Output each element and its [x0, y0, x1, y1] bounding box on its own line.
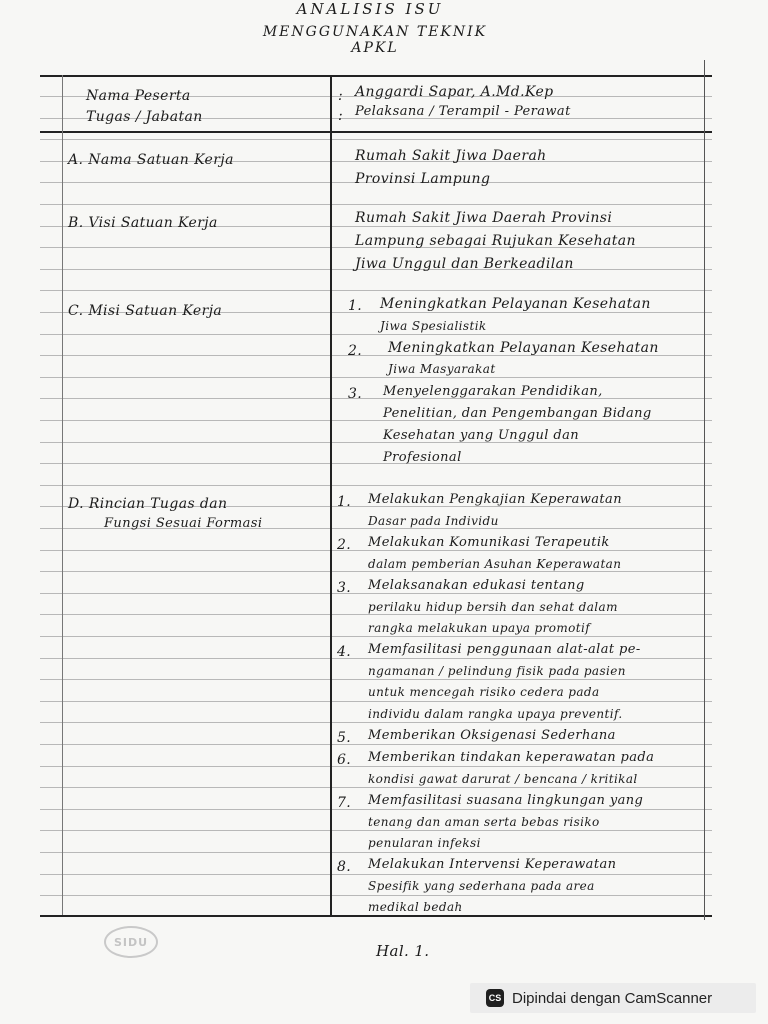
ruled-line	[40, 290, 712, 291]
misi-number: 2.	[348, 343, 363, 359]
rincian-line: Melaksanakan edukasi tentang	[368, 578, 585, 593]
section-b-label: B. Visi Satuan Kerja	[68, 215, 218, 231]
ruled-line	[40, 442, 712, 443]
rincian-line: individu dalam rangka upaya preventif.	[368, 707, 623, 721]
rincian-number: 5.	[337, 730, 352, 746]
camscanner-icon: CS	[486, 989, 504, 1007]
rincian-line: Memberikan tindakan keperawatan pada	[368, 750, 655, 765]
ruled-line	[40, 398, 712, 399]
rincian-line: rangka melakukan upaya promotif	[368, 621, 591, 635]
ruled-line	[40, 636, 712, 637]
rincian-number: 7.	[337, 795, 352, 811]
page-number: Hal. 1.	[376, 942, 430, 960]
rincian-line: ngamanan / pelindung fisik pada pasien	[368, 664, 626, 678]
ruled-line	[40, 550, 712, 551]
section-b-line: Lampung sebagai Rujukan Kesehatan	[355, 233, 636, 249]
rincian-line: Spesifik yang sederhana pada area	[368, 879, 595, 893]
identity-bottom-border	[40, 131, 712, 133]
camscanner-watermark	[470, 983, 756, 1013]
right-margin-line	[704, 60, 705, 920]
section-b-line: Rumah Sakit Jiwa Daerah Provinsi	[355, 210, 613, 226]
ruled-line	[40, 485, 712, 486]
misi-line: Kesehatan yang Unggul dan	[383, 428, 580, 443]
rincian-number: 4.	[337, 644, 352, 660]
section-a-line: Rumah Sakit Jiwa Daerah	[355, 148, 547, 164]
rincian-line: Melakukan Komunikasi Terapeutik	[368, 535, 610, 550]
rincian-line: tenang dan aman serta bebas risiko	[368, 815, 600, 829]
rincian-number: 6.	[337, 752, 352, 768]
section-b-line: Jiwa Unggul dan Berkeadilan	[355, 256, 574, 272]
rincian-line: kondisi gawat darurat / bencana / kritikal	[368, 772, 638, 786]
ruled-line	[40, 204, 712, 205]
ruled-line	[40, 809, 712, 810]
rincian-line: Memfasilitasi suasana lingkungan yang	[368, 793, 644, 808]
ruled-line	[40, 787, 712, 788]
ruled-line	[40, 744, 712, 745]
ruled-line	[40, 766, 712, 767]
rincian-number: 8.	[337, 859, 352, 875]
misi-line: Profesional	[383, 450, 462, 465]
ruled-line	[40, 722, 712, 723]
section-a-line: Provinsi Lampung	[355, 171, 491, 187]
ruled-line	[40, 658, 712, 659]
rincian-line: medikal bedah	[368, 900, 463, 914]
ruled-line	[40, 614, 712, 615]
misi-line: Meningkatkan Pelayanan Kesehatan	[388, 340, 659, 356]
ruled-line	[40, 593, 712, 594]
table-top-border	[40, 75, 712, 77]
ruled-line	[40, 377, 712, 378]
ruled-line	[40, 852, 712, 853]
rincian-number: 2.	[337, 537, 352, 553]
rincian-line: Memberikan Oksigenasi Sederhana	[368, 728, 616, 743]
misi-line: Jiwa Spesialistik	[380, 319, 487, 333]
misi-number: 3.	[348, 386, 363, 402]
section-d-label-cont: Fungsi Sesuai Formasi	[104, 516, 263, 531]
rincian-line: perilaku hidup bersih dan sehat dalam	[368, 600, 618, 614]
section-c-label: C. Misi Satuan Kerja	[68, 303, 223, 319]
rincian-number: 1.	[337, 494, 352, 510]
ruled-line	[40, 701, 712, 702]
rincian-line: Melakukan Pengkajian Keperawatan	[368, 492, 622, 507]
ruled-line	[40, 830, 712, 831]
misi-number: 1.	[348, 298, 363, 314]
rincian-line: Melakukan Intervensi Keperawatan	[368, 857, 617, 872]
misi-line: Menyelenggarakan Pendidikan,	[383, 384, 603, 399]
document-subtitle: MENGGUNAKAN TEKNIK APKL	[262, 24, 488, 56]
identity-sep-role: :	[338, 108, 344, 124]
ruled-line	[40, 334, 712, 335]
identity-value-name: Anggardi Sapar, A.Md.Kep	[355, 84, 554, 100]
identity-sep-name: :	[338, 88, 344, 104]
identity-label-name: Nama Peserta	[86, 88, 191, 104]
rincian-number: 3.	[337, 580, 352, 596]
misi-line: Jiwa Masyarakat	[388, 362, 496, 376]
misi-line: Penelitian, dan Pengembangan Bidang	[383, 406, 652, 421]
rincian-line: untuk mencegah risiko cedera pada	[368, 685, 600, 699]
ruled-line	[40, 895, 712, 896]
misi-line: Meningkatkan Pelayanan Kesehatan	[380, 296, 651, 312]
identity-value-role: Pelaksana / Terampil - Perawat	[355, 104, 571, 119]
identity-label-role: Tugas / Jabatan	[86, 109, 203, 125]
rincian-line: Dasar pada Individu	[368, 514, 499, 528]
camscanner-label: Dipindai dengan CamScanner	[512, 989, 713, 1007]
rincian-line: penularan infeksi	[368, 836, 481, 850]
left-margin-line	[62, 75, 63, 915]
column-divider	[330, 75, 332, 915]
section-d-label: D. Rincian Tugas dan	[68, 496, 228, 512]
sidu-stamp-logo: SIDU	[104, 926, 158, 958]
ruled-line	[40, 463, 712, 464]
rincian-line: Memfasilitasi penggunaan alat-alat pe-	[368, 642, 641, 657]
ruled-line	[40, 139, 712, 140]
rincian-line: dalam pemberian Asuhan Keperawatan	[368, 557, 622, 571]
ruled-line	[40, 679, 712, 680]
table-bottom-border	[40, 915, 712, 917]
ruled-line	[40, 571, 712, 572]
section-a-label: A. Nama Satuan Kerja	[68, 152, 234, 168]
ruled-line	[40, 874, 712, 875]
document-title: ANALISIS ISU	[296, 0, 444, 18]
